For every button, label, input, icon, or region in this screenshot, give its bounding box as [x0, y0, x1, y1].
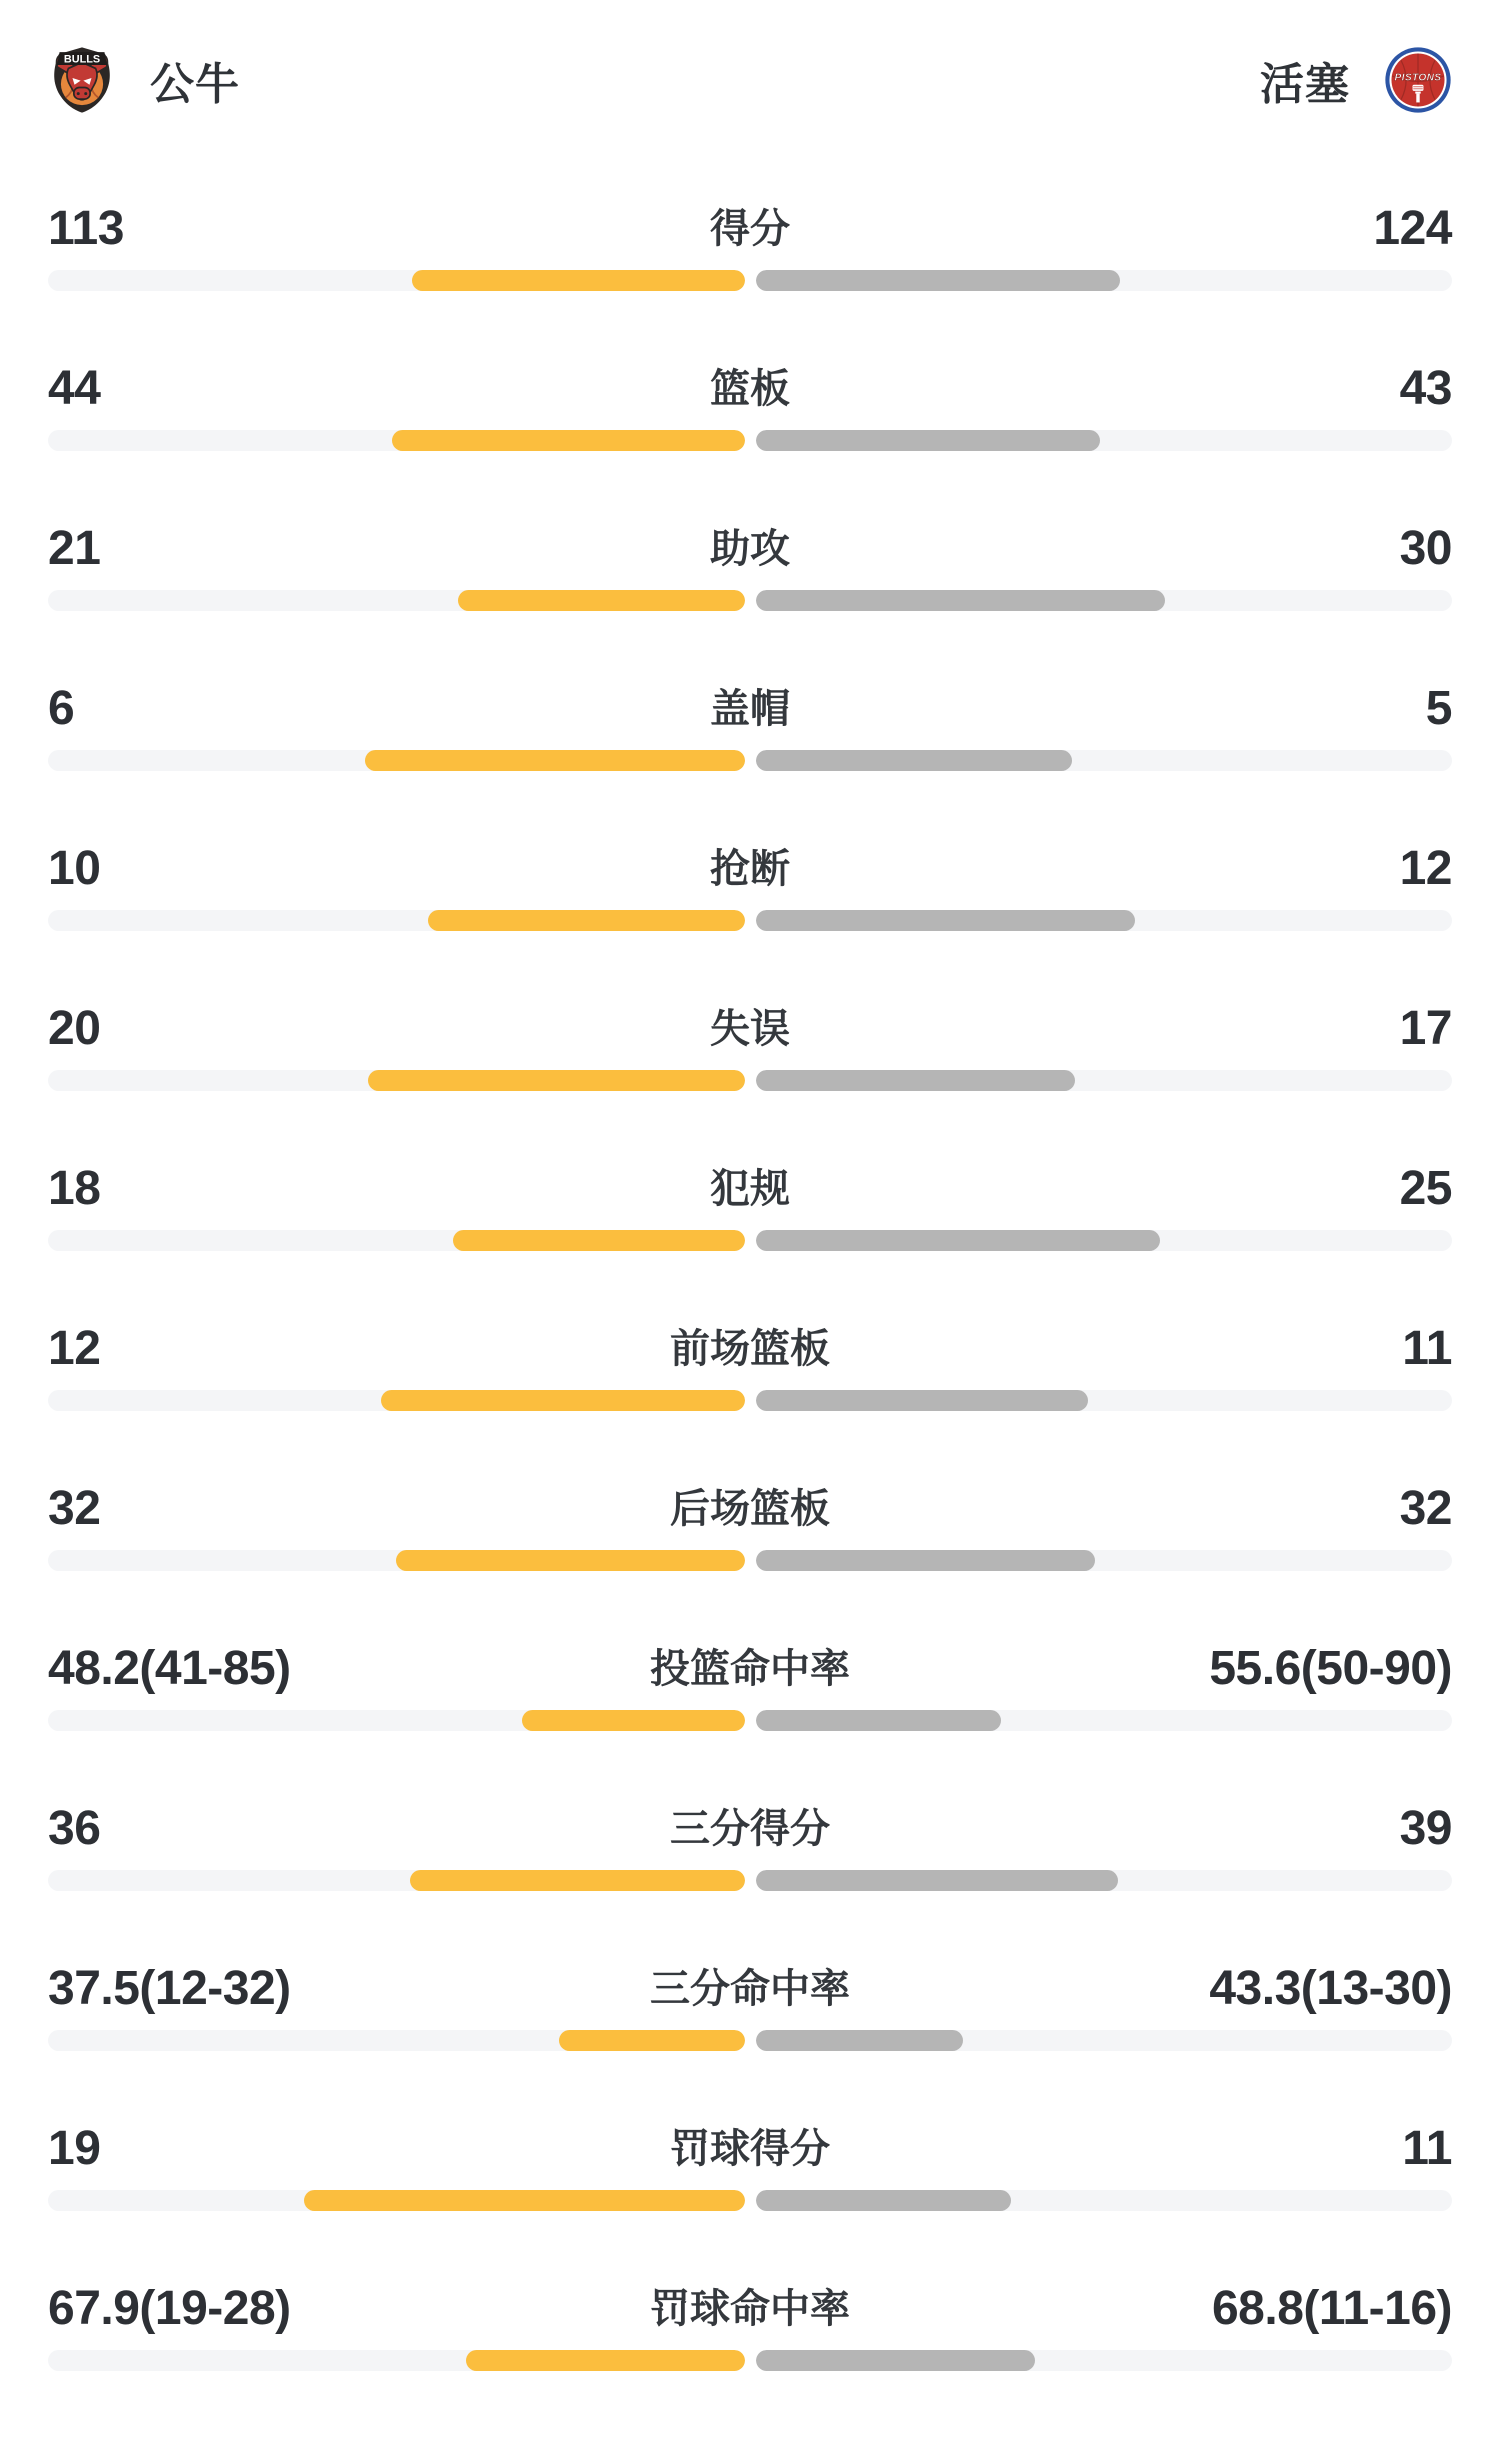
away-value: 11 [1402, 1322, 1452, 1375]
away-value: 11 [1402, 2122, 1452, 2175]
stat-bar [48, 590, 1452, 611]
home-bar-fill [365, 750, 745, 771]
away-bar-fill [756, 910, 1136, 931]
away-team-header [1260, 46, 1452, 114]
home-bar-track [48, 1710, 745, 1731]
away-bar-track [756, 750, 1453, 771]
away-bar-track [756, 1230, 1453, 1251]
stat-values-line [48, 840, 1452, 898]
away-value: 5 [1425, 682, 1452, 735]
bulls-logo-icon [48, 46, 116, 114]
stat-bar [48, 2030, 1452, 2051]
home-bar-fill [381, 1390, 745, 1411]
away-bar-fill [756, 2350, 1035, 2371]
stat-label: 犯规 [710, 1167, 790, 1211]
stat-row [0, 2120, 1500, 2280]
stat-values-line [48, 360, 1452, 418]
home-bar-track [48, 1550, 745, 1571]
stat-label: 三分命中率 [650, 1967, 850, 2011]
home-bar-track [48, 1870, 745, 1891]
stat-label: 抢断 [710, 847, 790, 891]
stat-bar [48, 1070, 1452, 1091]
away-bar-track [756, 2030, 1453, 2051]
away-bar-fill [756, 590, 1166, 611]
stat-row [0, 1640, 1500, 1800]
home-value: 10 [48, 842, 101, 895]
home-bar-fill [396, 1550, 744, 1571]
bulls-logo-text: BULLS [63, 53, 101, 66]
stat-bar [48, 430, 1452, 451]
stat-values-line [48, 1160, 1452, 1218]
stat-row [0, 840, 1500, 1000]
home-value: 67.9(19-28) [48, 2282, 291, 2335]
stat-row [0, 200, 1500, 360]
home-value: 19 [48, 2122, 101, 2175]
away-bar-fill [756, 750, 1073, 771]
home-bar-track [48, 1390, 745, 1411]
away-value: 43.3(13-30) [1209, 1962, 1452, 2015]
away-value: 25 [1399, 1162, 1452, 1215]
home-bar-fill [304, 2190, 745, 2211]
home-bar-track [48, 270, 745, 291]
home-bar-fill [412, 270, 744, 291]
away-bar-track [756, 1550, 1453, 1571]
away-value: 39 [1399, 1802, 1452, 1855]
home-team-name: 公牛 [150, 60, 240, 109]
stat-label: 三分得分 [670, 1807, 830, 1851]
stat-row [0, 2280, 1500, 2440]
home-bar-track [48, 910, 745, 931]
home-bar-track [48, 590, 745, 611]
stat-label: 后场篮板 [670, 1487, 830, 1531]
stat-values-line [48, 1320, 1452, 1378]
home-bar-fill [410, 1870, 744, 1891]
stat-row [0, 1320, 1500, 1480]
away-bar-track [756, 910, 1453, 931]
away-bar-track [756, 430, 1453, 451]
stat-row [0, 520, 1500, 680]
away-value: 55.6(50-90) [1209, 1642, 1452, 1695]
away-bar-track [756, 2350, 1453, 2371]
away-bar-track [756, 2190, 1453, 2211]
away-value: 30 [1399, 522, 1452, 575]
stat-label: 罚球得分 [670, 2127, 830, 2171]
stat-bar [48, 1710, 1452, 1731]
stat-values-line [48, 1480, 1452, 1538]
home-value: 113 [48, 202, 124, 255]
away-bar-fill [756, 1070, 1076, 1091]
stat-values-line [48, 1800, 1452, 1858]
away-team-name: 活塞 [1260, 60, 1350, 109]
away-value: 124 [1373, 202, 1452, 255]
home-bar-fill [428, 910, 745, 931]
stat-label: 盖帽 [710, 687, 790, 731]
home-bar-fill [368, 1070, 745, 1091]
home-value: 48.2(41-85) [48, 1642, 291, 1695]
away-bar-fill [756, 1710, 1002, 1731]
away-bar-track [756, 1870, 1453, 1891]
stat-bar [48, 2350, 1452, 2371]
home-team-header [48, 46, 240, 114]
away-bar-fill [756, 1870, 1118, 1891]
pistons-logo-text: PISTONS [1394, 72, 1442, 84]
home-bar-track [48, 1230, 745, 1251]
home-bar-fill [392, 430, 744, 451]
home-value: 6 [48, 682, 75, 735]
away-bar-track [756, 590, 1453, 611]
stat-values-line [48, 2120, 1452, 2178]
away-value: 43 [1399, 362, 1452, 415]
stat-bar [48, 910, 1452, 931]
home-bar-fill [458, 590, 745, 611]
stat-values-line [48, 520, 1452, 578]
home-bar-track [48, 1070, 745, 1091]
stat-bar [48, 270, 1452, 291]
away-bar-fill [756, 430, 1100, 451]
home-value: 18 [48, 1162, 101, 1215]
stat-values-line [48, 1960, 1452, 2018]
home-bar-fill [466, 2350, 745, 2371]
away-bar-track [756, 1710, 1453, 1731]
stat-bar [48, 1870, 1452, 1891]
away-bar-track [756, 270, 1453, 291]
stat-row [0, 680, 1500, 840]
stat-row [0, 1160, 1500, 1320]
home-bar-fill [522, 1710, 745, 1731]
stat-bar [48, 750, 1452, 771]
home-bar-fill [453, 1230, 745, 1251]
away-bar-fill [756, 1390, 1089, 1411]
stat-row [0, 1960, 1500, 2120]
away-bar-fill [756, 1230, 1161, 1251]
home-value: 44 [48, 362, 101, 415]
stat-values-line [48, 2280, 1452, 2338]
stat-label: 得分 [710, 207, 790, 251]
home-bar-track [48, 430, 745, 451]
away-bar-track [756, 1390, 1453, 1411]
home-value: 32 [48, 1482, 101, 1535]
away-value: 17 [1399, 1002, 1452, 1055]
stat-label: 前场篮板 [670, 1327, 830, 1371]
home-bar-track [48, 2190, 745, 2211]
stat-bar [48, 1390, 1452, 1411]
stat-label: 失误 [710, 1007, 790, 1051]
away-value: 68.8(11-16) [1211, 2282, 1452, 2335]
away-bar-fill [756, 2030, 964, 2051]
pistons-logo-icon [1384, 46, 1452, 114]
stat-row [0, 1480, 1500, 1640]
away-bar-track [756, 1070, 1453, 1091]
away-value: 12 [1399, 842, 1452, 895]
home-bar-track [48, 750, 745, 771]
stat-row [0, 1800, 1500, 1960]
team-stats-panel [0, 45, 1500, 2445]
stat-label: 罚球命中率 [650, 2287, 850, 2331]
home-bar-fill [559, 2030, 745, 2051]
home-value: 36 [48, 1802, 101, 1855]
home-value: 37.5(12-32) [48, 1962, 291, 2015]
stat-values-line [48, 680, 1452, 738]
home-bar-track [48, 2030, 745, 2051]
stat-bar [48, 1550, 1452, 1571]
stat-bar [48, 2190, 1452, 2211]
header [48, 45, 1452, 115]
stats-list [0, 200, 1500, 2440]
stat-row [0, 360, 1500, 520]
away-value: 32 [1399, 1482, 1452, 1535]
stat-label: 助攻 [710, 527, 790, 571]
stat-values-line [48, 1640, 1452, 1698]
away-bar-fill [756, 270, 1120, 291]
stat-row [0, 1000, 1500, 1160]
away-bar-fill [756, 2190, 1012, 2211]
stat-values-line [48, 1000, 1452, 1058]
stat-label: 投篮命中率 [650, 1647, 850, 1691]
stat-values-line [48, 200, 1452, 258]
away-bar-fill [756, 1550, 1096, 1571]
stat-bar [48, 1230, 1452, 1251]
home-value: 21 [48, 522, 101, 575]
stat-label: 篮板 [710, 367, 790, 411]
home-value: 12 [48, 1322, 101, 1375]
home-value: 20 [48, 1002, 101, 1055]
home-bar-track [48, 2350, 745, 2371]
